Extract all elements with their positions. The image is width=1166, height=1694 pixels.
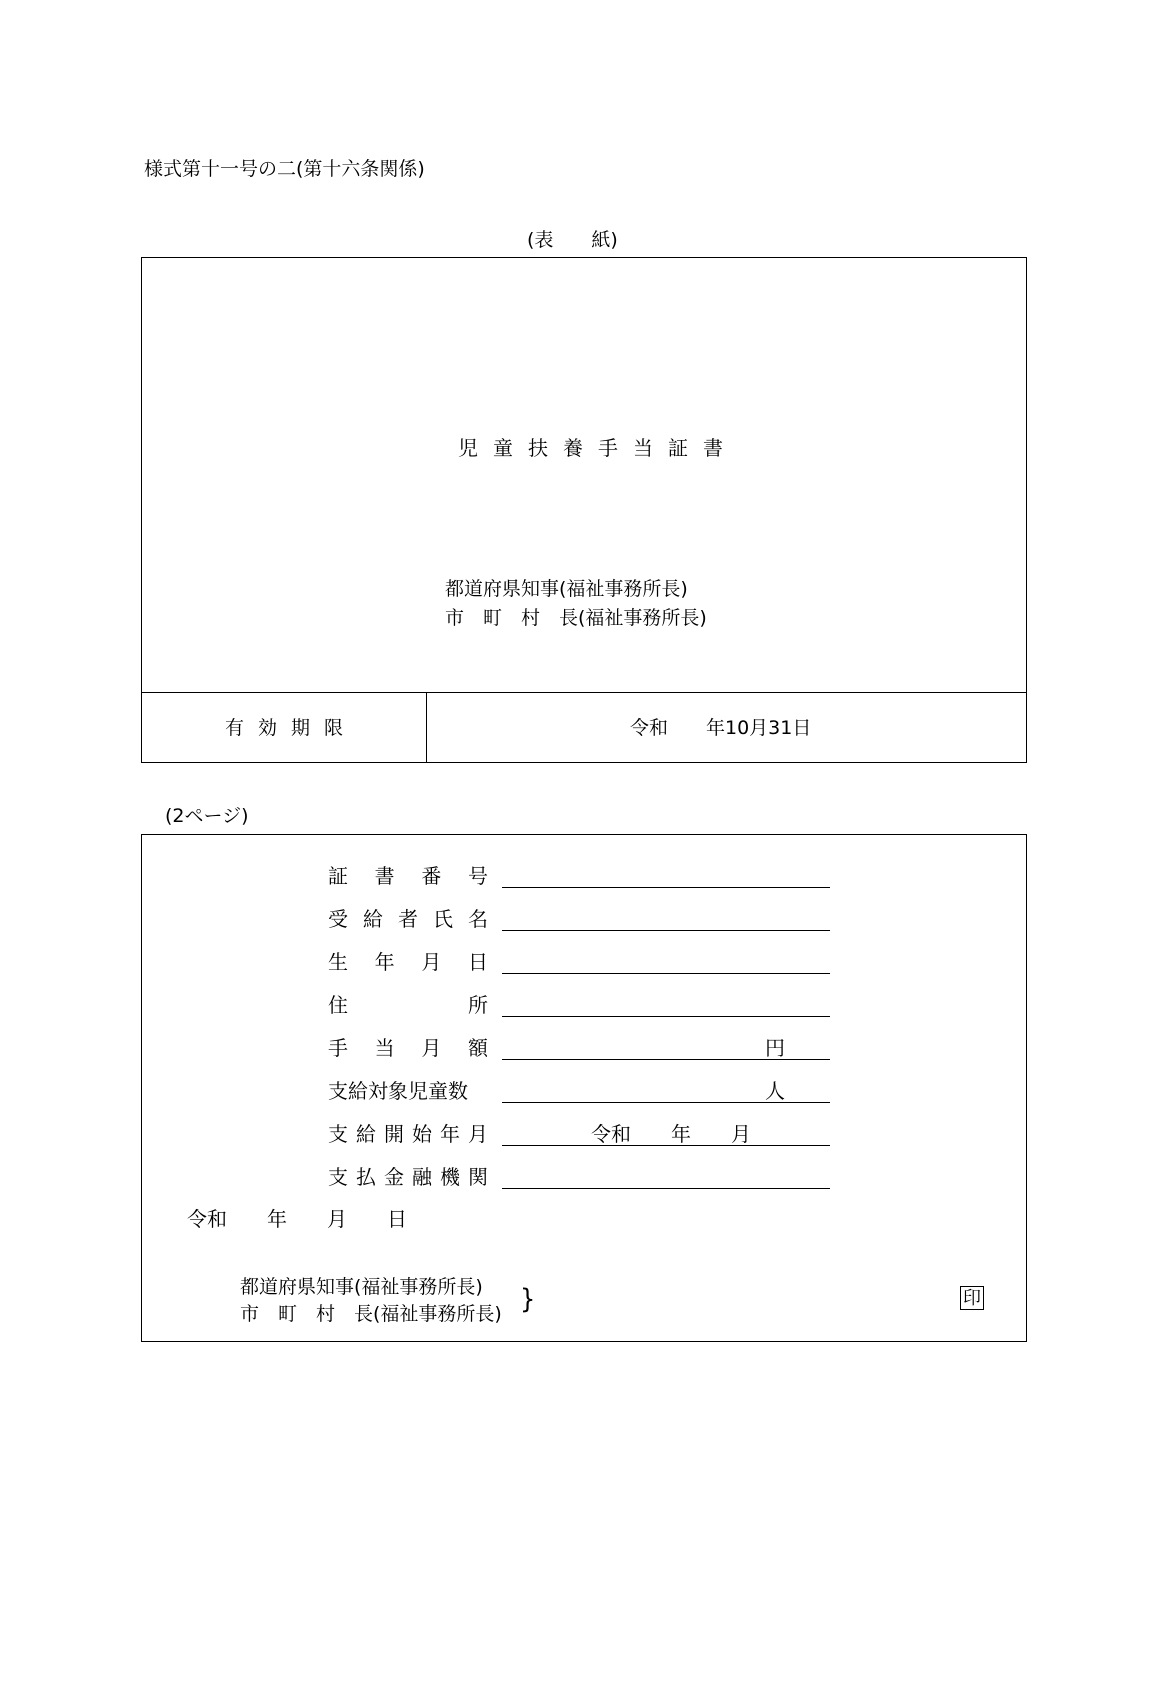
issuer-brace-icon: }	[520, 1283, 536, 1315]
cover-caption: (表 紙)	[527, 229, 618, 251]
seal-stamp: 印	[960, 1286, 984, 1310]
field-line-birth-date	[502, 973, 830, 974]
page2-issuer-line1: 都道府県知事(福祉事務所長)	[240, 1276, 483, 1298]
field-label-address: 住 所	[328, 993, 488, 1017]
field-label-payment-start: 支 給 開 始 年 月	[328, 1122, 488, 1146]
cover-divider	[141, 692, 1027, 693]
field-label-recipient-name: 受 給 者 氏 名	[328, 907, 488, 931]
cover-issuer-line1: 都道府県知事(福祉事務所長)	[445, 578, 688, 600]
field-label-financial-institution: 支 払 金 融 機 関	[328, 1165, 488, 1189]
validity-value: 令和 年10月31日	[630, 717, 812, 739]
field-line-recipient-name	[502, 930, 830, 931]
validity-label: 有効期限	[225, 717, 358, 739]
page2-box	[141, 834, 1027, 1342]
issue-date: 令和 年 月 日	[187, 1207, 407, 1231]
cover-box	[141, 257, 1027, 763]
field-label-birth-date: 生 年 月 日	[328, 950, 488, 974]
field-line-monthly-amount	[502, 1059, 830, 1060]
field-value-monthly-amount: 円	[765, 1036, 785, 1060]
field-label-eligible-children: 支給対象児童数	[328, 1079, 468, 1103]
validity-divider	[426, 692, 427, 763]
field-value-eligible-children: 人	[765, 1079, 785, 1103]
field-line-payment-start	[502, 1145, 830, 1146]
field-line-financial-institution	[502, 1188, 830, 1189]
field-line-certificate-number	[502, 887, 830, 888]
page2-caption: (2ページ)	[165, 805, 249, 827]
field-label-monthly-amount: 手 当 月 額	[328, 1036, 488, 1060]
field-line-eligible-children	[502, 1102, 830, 1103]
field-label-certificate-number: 証 書 番 号	[328, 864, 488, 888]
field-value-payment-start: 令和 年 月	[591, 1122, 751, 1146]
field-line-address	[502, 1016, 830, 1017]
page2-issuer-line2: 市 町 村 長(福祉事務所長)	[240, 1303, 502, 1325]
form-title: 様式第十一号の二(第十六条関係)	[144, 158, 425, 180]
certificate-title: 児童扶養手当証書	[458, 436, 738, 460]
cover-issuer-line2: 市 町 村 長(福祉事務所長)	[445, 607, 707, 629]
